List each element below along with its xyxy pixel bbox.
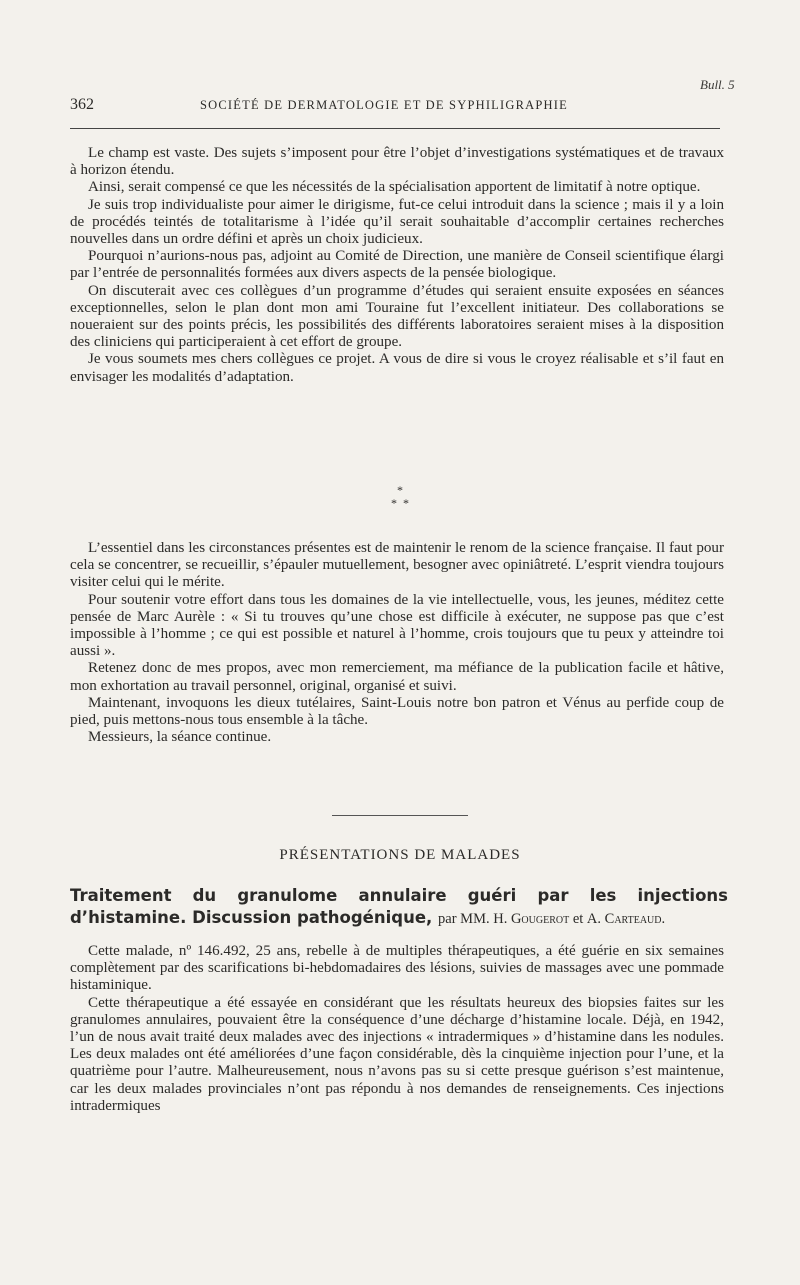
paragraph: Maintenant, invoquons les dieux tutélaires, Saint-Louis notre bon patron et Vénus au perfide coup de pied, puis mettons-nous tous ensemble à la tâche. [70, 694, 724, 729]
article-title-text: Traitement du granulome annulaire guéri par les injections d’histamine. Discussion pathogénique, [70, 886, 728, 927]
paragraph: Ainsi, serait compensé ce que les nécessités de la spécialisation apportent de limitatif à notre optique. [88, 179, 701, 196]
paragraph: Messieurs, la séance continue. [88, 729, 272, 746]
paragraph: Pour soutenir votre effort dans tous les domaines de la vie intellectuelle, vous, les jeunes, méditez cette pensée de Marc Aurèle : « Si tu trouves qu’une chose est difficile à exécuter, ne suppose pas que c’est impossible à l’homme ; ce qui est possible et naturel à l’homme, crois toujours que tu peux y atteindre toi aussi ». [70, 591, 724, 660]
page-number: 362 [70, 96, 94, 113]
article-authors: par MM. H. Gougerot et A. Carteaud. [438, 911, 666, 927]
journal-reference: Bull. 5 [700, 77, 735, 92]
page-header [70, 96, 720, 118]
paragraph: Je vous soumets mes chers collègues ce projet. A vous de dire si vous le croyez réalisable et s’il faut en envisager les modalités d’adaptation. [70, 351, 724, 385]
article-body [70, 943, 724, 1115]
paragraph: Le champ est vaste. Des sujets s’imposent pour être l’objet d’investigations systématiques et de travaux à horizon étendu. [70, 145, 724, 179]
section-heading: PRÉSENTATIONS DE MALADES [279, 847, 521, 863]
section-two-text [70, 540, 724, 746]
author-name: H. Gougerot [493, 911, 570, 927]
paragraph: Je suis trop individualiste pour aimer le dirigisme, fut-ce celui introduit dans la science ; mais il y a loin de procédés teintés de totalitarisme à l’idée qu’il serait souhaitable d’accomplir certaines recherches nouvelles dans un ordre défini et après un choix judicieux. [70, 196, 724, 248]
paragraph: L’essentiel dans les circonstances présentes est de maintenir le renom de la science française. Il faut pour cela se concentrer, se recueillir, s’épauler mutuellement, besogner avec opiniâtreté. L’esprit viendra toujours visiter celui qui le mérite. [70, 540, 724, 591]
running-head: SOCIÉTÉ DE DERMATOLOGIE ET DE SYPHILIGRAPHIE [200, 98, 568, 112]
paragraph: Cette malade, nº 146.492, 25 ans, rebelle à de multiples thérapeutiques, a été guérie en six semaines complètement par des scarifications bi-hebdomadaires des lésions, suivies de massages avec une pommade histaminique. [70, 943, 724, 994]
author-name: A. Carteaud. [586, 911, 666, 927]
header-rule [70, 128, 720, 129]
section-divider [332, 815, 468, 816]
paragraph: Pourquoi n’aurions-nous pas, adjoint au Comité de Direction, une manière de Conseil scientifique élargi par l’entrée de personnalités formées aux divers aspects de la pensée biologique. [70, 248, 724, 282]
paragraph: Cette thérapeutique a été essayée en considérant que les résultats heureux des biopsies faites sur les granulomes annulaires, pouvaient être la conséquence d’une décharge d’histamine locale. Déjà, en 1942, l’un de nous avait traité deux malades avec des injections « intradermiques » d’histamine dans les nodules. Les deux malades ont été améliorées d’une façon considérable, dès la cinquième injection pour l’une, et la quatrième pour l’autre. Malheureusement, nous n’avons pas su si cette presque guérison s’est maintenue, car les deux malades provinciales n’ont pas répondu à nos demandes de renseignements. Ces injections intradermiques [70, 994, 724, 1114]
paragraph: On discuterait avec ces collègues d’un programme d’études qui seraient ensuite exposées en séances exceptionnelles, selon le plan dont mon ami Touraine fut l’excellent initiateur. Des collaborations se noueraient sur des points précis, les possibilités des différents laboratoires seraient mises à la disposition des cliniciens qui participeraient à cet effort de groupe. [70, 282, 724, 351]
article-title [70, 885, 728, 930]
paragraph: Retenez donc de mes propos, avec mon remerciement, ma méfiance de la publication facile et hâtive, mon exhortation au travail personnel, original, organisé et suivi. [70, 660, 724, 694]
section-one-text [70, 145, 724, 386]
asterism-separator: * * * [391, 483, 409, 510]
